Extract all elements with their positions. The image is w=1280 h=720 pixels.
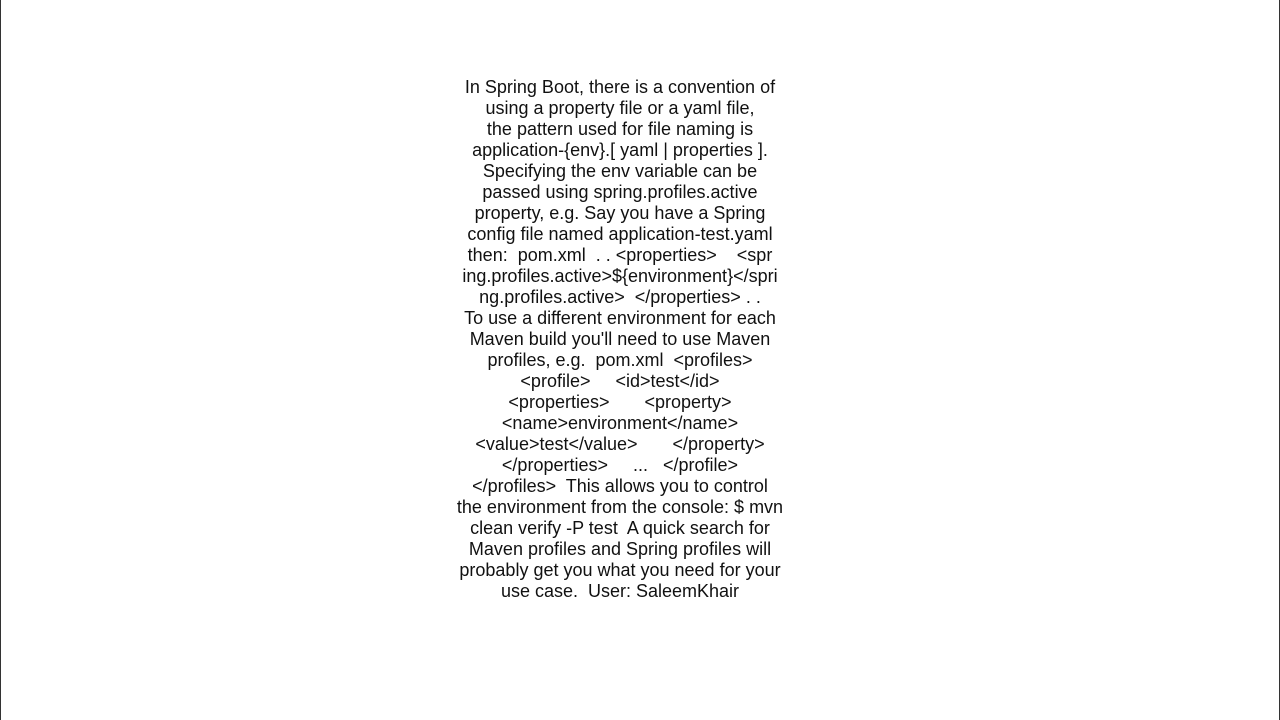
text-line: <profile> <id>test</id> [520, 371, 720, 391]
text-line: </properties> ... </profile> [501, 455, 739, 475]
text-line: Specifying the env variable can be [482, 161, 758, 181]
text-line: application-{env}.[ yaml | properties ]. [472, 140, 768, 160]
text-line: In Spring Boot, there is a convention of [464, 77, 776, 97]
text-line: Maven profiles and Spring profiles will [468, 539, 772, 559]
text-line: </profiles> This allows you to control [472, 476, 768, 496]
text-line: Maven build you'll need to use Maven [469, 329, 771, 349]
text-line: the pattern used for file naming is [486, 119, 754, 139]
text-line: passed using spring.profiles.active [482, 182, 758, 202]
text-line: ng.profiles.active> </properties> . . [479, 287, 761, 307]
text-line: To use a different environment for each [464, 308, 776, 328]
answer-text-block [441, 77, 799, 602]
text-line: <name>environment</name> [501, 413, 739, 433]
text-line: property, e.g. Say you have a Spring [474, 203, 766, 223]
text-line: probably get you what you need for your [459, 560, 781, 580]
text-line: the environment from the console: $ mvn [456, 497, 784, 517]
text-line: use case. User: SaleemKhair [500, 581, 740, 601]
text-line: config file named application-test.yaml [467, 224, 773, 244]
text-line: then: pom.xml . . <properties> <spr [467, 245, 773, 265]
text-line: ing.profiles.active>${environment}</spri [462, 266, 778, 286]
text-line: <properties> <property> [508, 392, 732, 412]
text-line: profiles, e.g. pom.xml <profiles> [487, 350, 753, 370]
text-line: <value>test</value> </property> [475, 434, 765, 454]
text-line: using a property file or a yaml file, [485, 98, 755, 118]
text-line: clean verify -P test A quick search for [470, 518, 770, 538]
